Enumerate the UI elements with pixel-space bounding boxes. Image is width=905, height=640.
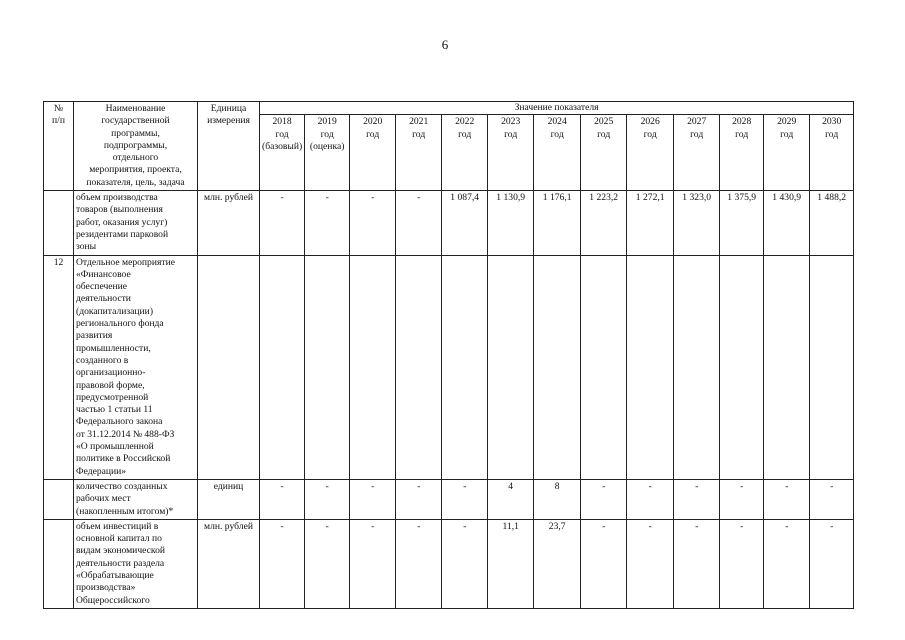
row-name: количество созданных рабочих мест (накопленным итогом)* [74,479,198,519]
row-number [44,191,74,255]
header-year-7: 2025 год [581,115,627,191]
row-value-1: - [305,479,350,519]
row-value-4: - [442,519,488,608]
header-year-2: 2020 год [350,115,396,191]
row-value-7: - [581,479,627,519]
header-year-10: 2028 год [720,115,764,191]
row-unit: единиц [198,479,260,519]
table-row [44,255,854,479]
row-value-7 [581,255,627,479]
row-value-1: - [305,191,350,255]
row-value-2: - [350,519,396,608]
row-value-6: 1 176,1 [534,191,581,255]
row-value-1 [305,255,350,479]
row-value-6 [534,255,581,479]
row-unit: млн. рублей [198,519,260,608]
row-value-0 [260,255,305,479]
row-value-5: 11,1 [488,519,534,608]
header-year-9: 2027 год [674,115,720,191]
row-number [44,519,74,608]
row-unit [198,255,260,479]
row-value-11: 1 430,9 [764,191,810,255]
row-value-11: - [764,479,810,519]
row-number: 12 [44,255,74,479]
row-value-10: - [720,519,764,608]
header-year-6: 2024 год [534,115,581,191]
row-value-4: 1 087,4 [442,191,488,255]
page-number: 6 [441,37,449,52]
header-year-0: 2018 год (базовый) [260,115,305,191]
row-value-3: - [396,479,442,519]
row-value-5: 1 130,9 [488,191,534,255]
table-row [44,519,854,608]
row-value-12: - [810,519,854,608]
row-value-12: 1 488,2 [810,191,854,255]
row-name: объем инвестиций в основной капитал по видам экономической деятельности раздела «Обрабатывающие производства» Общероссийского [74,519,198,608]
row-value-3: - [396,519,442,608]
row-value-0: - [260,519,305,608]
row-value-4 [442,255,488,479]
row-value-2 [350,255,396,479]
table-row [44,191,854,255]
row-value-11 [764,255,810,479]
row-value-3 [396,255,442,479]
row-value-10: 1 375,9 [720,191,764,255]
row-value-5: 4 [488,479,534,519]
row-value-7: 1 223,2 [581,191,627,255]
row-value-11: - [764,519,810,608]
row-value-8: - [627,479,674,519]
row-number [44,479,74,519]
row-name: Отдельное мероприятие «Финансовое обеспечение деятельности (докапитализации) регионального фонда развития промышленности, созданного в организационно- правовой форме, предусмотренной частью 1 статьи 11 Федерального закона от 31.12.2014 № 488-ФЗ «О промышленной политике в Российской Федерации» [74,255,198,479]
row-value-8: 1 272,1 [627,191,674,255]
header-year-1: 2019 год (оценка) [305,115,350,191]
row-value-9 [674,255,720,479]
row-value-9: 1 323,0 [674,191,720,255]
row-value-3: - [396,191,442,255]
indicator-table [43,101,854,609]
header-year-12: 2030 год [810,115,854,191]
row-value-2: - [350,191,396,255]
row-value-8: - [627,519,674,608]
row-value-1: - [305,519,350,608]
header-values-title: Значение показателя [260,102,854,115]
row-value-0: - [260,479,305,519]
row-value-2: - [350,479,396,519]
row-value-7: - [581,519,627,608]
row-value-6: 23,7 [534,519,581,608]
header-year-4: 2022 год [442,115,488,191]
row-value-0: - [260,191,305,255]
header-num: № п/п [44,102,74,191]
row-name: объем производства товаров (выполнения работ, оказания услуг) резидентами парковой зоны [74,191,198,255]
row-value-12 [810,255,854,479]
row-value-10: - [720,479,764,519]
table-row [44,479,854,519]
header-year-3: 2021 год [396,115,442,191]
header-unit: Единица измерения [198,102,260,191]
row-value-9: - [674,479,720,519]
row-unit: млн. рублей [198,191,260,255]
row-value-5 [488,255,534,479]
row-value-12: - [810,479,854,519]
header-year-11: 2029 год [764,115,810,191]
header-year-5: 2023 год [488,115,534,191]
row-value-10 [720,255,764,479]
row-value-6: 8 [534,479,581,519]
header-year-8: 2026 год [627,115,674,191]
row-value-4: - [442,479,488,519]
header-name: Наименование государственной программы, подпрограммы, отдельного мероприятия, проекта, показателя, цель, задача [74,102,198,191]
row-value-9: - [674,519,720,608]
row-value-8 [627,255,674,479]
